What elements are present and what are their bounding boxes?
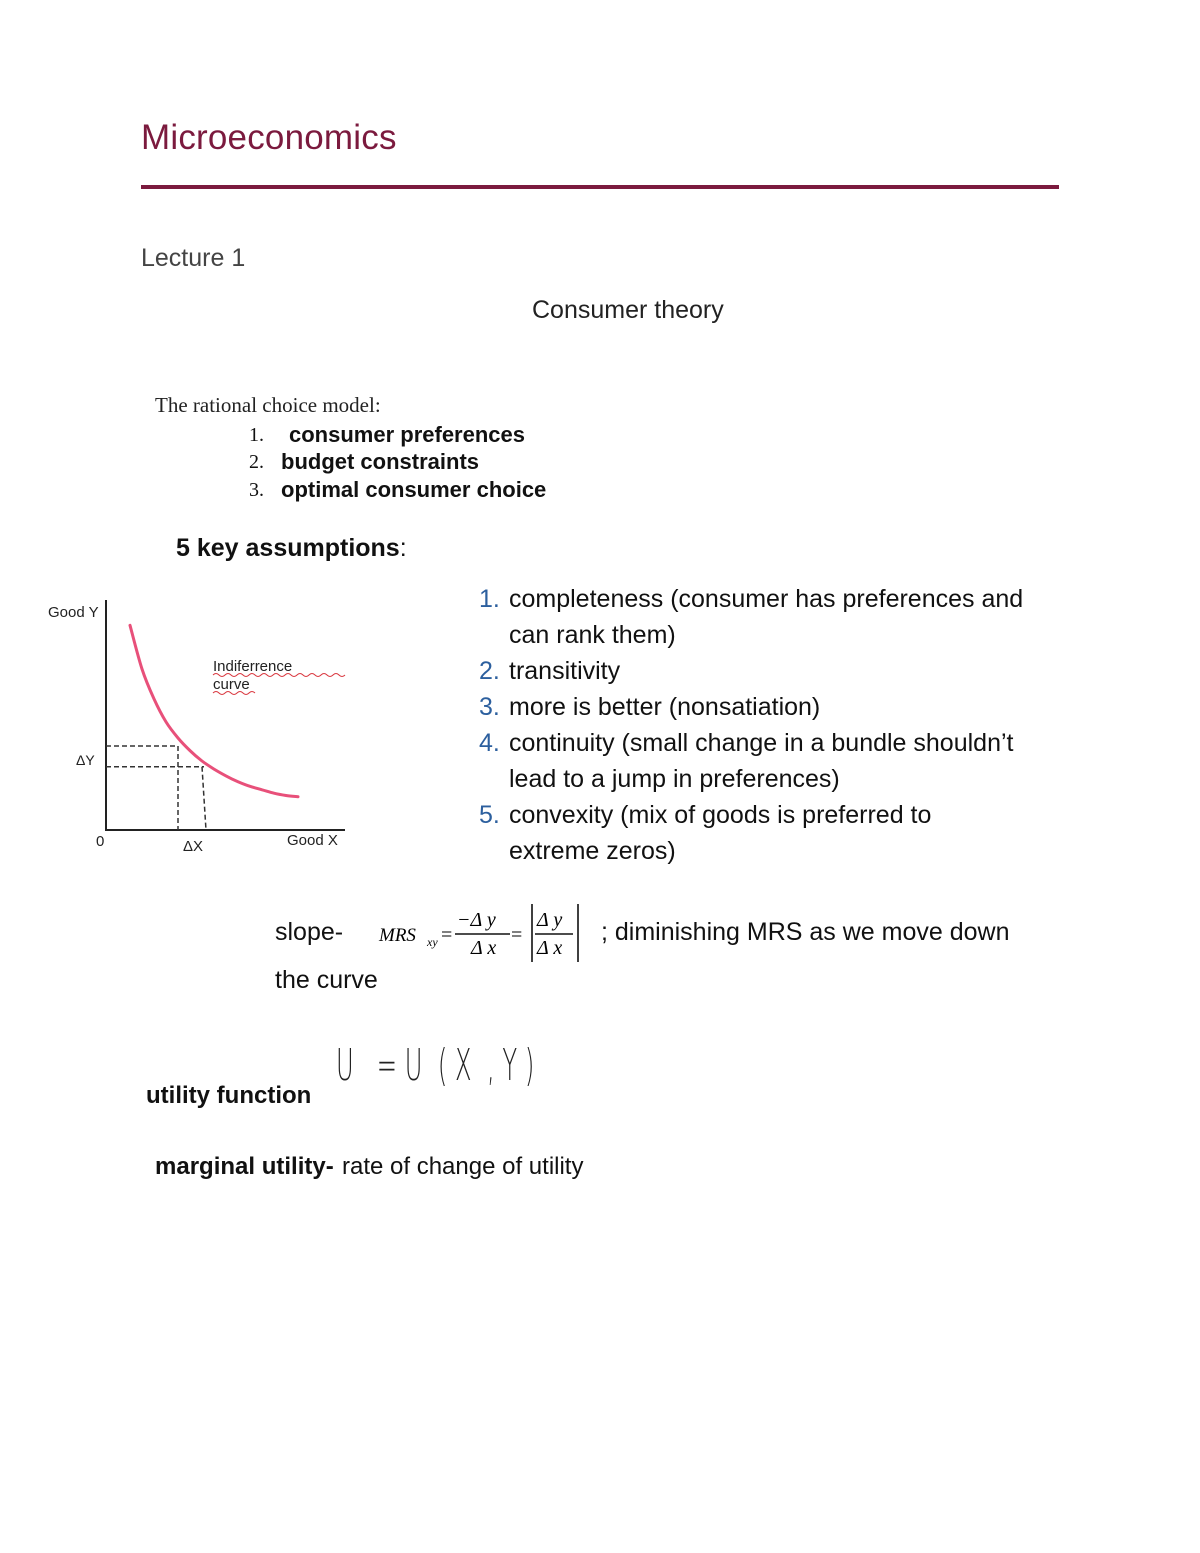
guide-line-x2 [202,767,206,830]
section-heading: Consumer theory [532,296,724,324]
list-text: consumer preferences [289,422,525,447]
list-text: optimal consumer choice [281,477,547,502]
marginal-utility-label: marginal utility- [155,1153,334,1180]
assumption-text [509,797,1089,869]
assumption-text: transitivity [509,657,621,685]
utility-equation: U = U ( X , Y ) [336,1040,535,1091]
abs-numerator: Δ y [537,909,563,931]
title-divider [141,185,1059,189]
equals-sign: = [441,924,453,946]
assumption-line: extreme zeros) [509,837,676,865]
y-axis-label: Good Y [48,604,99,621]
assumption-text [509,581,1089,653]
list-number: 1. [249,424,264,446]
assumptions-heading-colon: : [399,534,407,562]
delta-x-label: ΔX [183,838,204,855]
curve-label-line1: Indiferrence [213,658,293,675]
x-axis-label: Good X [287,832,338,849]
rational-choice-intro: The rational choice model: [155,393,381,417]
utility-function-label: utility function [146,1082,312,1109]
equals-sign: = [511,924,523,946]
list-number: 3. [249,479,264,501]
assumption-line: can rank them) [509,621,676,649]
list-text: budget constraints [281,449,480,474]
document-title: Microeconomics [141,118,397,157]
indifference-curve [130,625,298,796]
lecture-label: Lecture 1 [141,244,246,272]
origin-label: 0 [96,833,105,850]
assumption-line: lead to a jump in preferences) [509,765,840,793]
mrs-formula [375,898,595,968]
assumptions-heading-text: 5 key assumptions [176,534,400,562]
assumption-number: 4. [479,729,500,757]
slope-label: slope- [275,918,344,946]
slope-note: ; diminishing MRS as we move down [601,918,1010,946]
mrs-subscript: xy [427,935,438,949]
marginal-utility-definition: rate of change of utility [342,1153,584,1180]
curve-label-line2: curve [213,676,250,693]
indifference-curve-chart [40,590,360,870]
assumption-number: 5. [479,801,500,829]
assumption-number: 1. [479,585,500,613]
assumption-line: completeness (consumer has preferences and [509,585,1024,613]
mrs-denominator: Δ x [471,937,497,959]
slope-note-continued: the curve [275,966,378,994]
assumption-line: convexity (mix of goods is preferred to [509,801,932,829]
mrs-symbol: MRS [379,925,416,946]
assumptions-heading [176,534,407,563]
abs-denominator: Δ x [537,937,563,959]
assumption-line: continuity (small change in a bundle shouldn’t [509,729,1014,757]
list-number: 2. [249,451,264,473]
mrs-numerator: −Δ y [457,909,496,931]
delta-y-label: ΔY [76,752,95,768]
assumption-text: more is better (nonsatiation) [509,693,821,721]
assumption-number: 2. [479,657,500,685]
assumption-text [509,725,1089,797]
assumption-number: 3. [479,693,500,721]
